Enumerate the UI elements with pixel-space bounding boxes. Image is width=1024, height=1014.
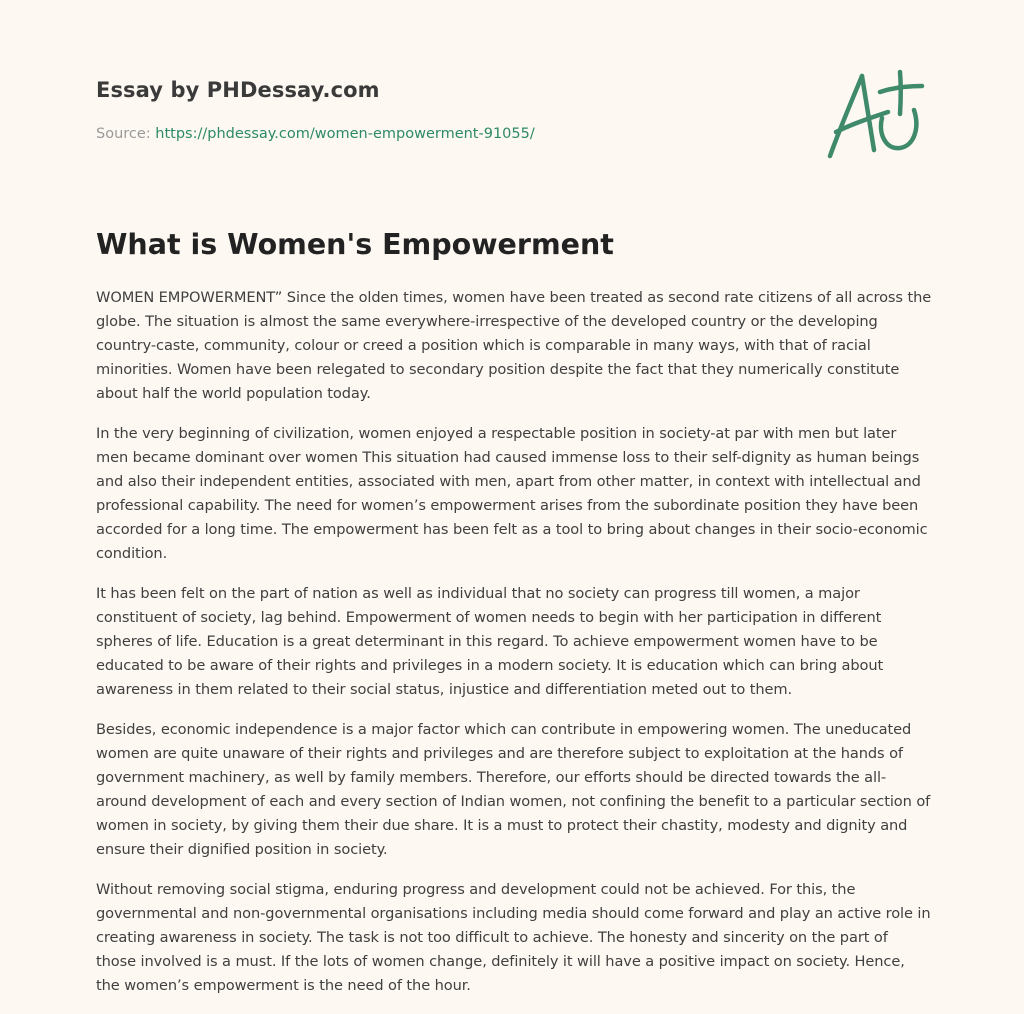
brand-title: Essay by PHDessay.com xyxy=(96,78,380,102)
source-label: Source: xyxy=(96,126,156,142)
essay-paragraph: Besides, economic independence is a major factor which can contribute in empowering women. The uneducated women are quite unaware of their rights and privileges and are therefore subject to exploitation at the hands of government machinery, as well by family members. Therefore, our efforts should be directed towards the all-around development of each and every section of Indian women, not confining the benefit to a particular section of women in society, by giving them their due share. It is a must to protect their chastity, modesty and dignity and ensure their dignified position in society. xyxy=(96,721,931,858)
essay-body xyxy=(96,286,932,1014)
document-header xyxy=(96,76,796,142)
essay-paragraph: It has been felt on the part of nation as well as individual that no society can progress till women, a major constituent of society, lag behind. Empowerment of women needs to begin with her participation in different spheres of life. Education is a great determinant in this regard. To achieve empowerment women have to be educated to be aware of their rights and privileges in a modern society. It is education which can bring about awareness in them related to their social status, injustice and differentiation meted out to them. xyxy=(96,585,884,698)
essay-title: What is Women's Empowerment xyxy=(96,228,614,261)
essay-paragraph: Without removing social stigma, enduring progress and development could not be achieved. For this, the governmental and non-governmental organisations including media should come forward and play an active role in creating awareness in society. The task is not too difficult to achieve. The honesty and sincerity on the part of those involved is a must. If the lots of women change, definitely it will have a positive impact on society. Hence, the women’s empowerment is the need of the hour. xyxy=(96,881,931,994)
source-link[interactable]: https://phdessay.com/women-empowerment-91055/ xyxy=(155,126,535,142)
source-line xyxy=(96,124,535,144)
essay-paragraph: In the very beginning of civilization, women enjoyed a respectable position in society-at par with men but later men became dominant over women This situation had caused immense loss to their self-dignity as human beings and also their independent entities, associated with men, apart from other matter, in context with intellectual and professional capability. The need for women’s empowerment arises from the subordinate position they have been accorded for a long time. The empowerment has been felt as a tool to bring about changes in their socio-economic condition. xyxy=(96,425,928,562)
a-plus-grade-icon xyxy=(822,66,930,166)
essay-paragraph: WOMEN EMPOWERMENT” Since the olden times, women have been treated as second rate citizens of all across the globe. The situation is almost the same everywhere-irrespective of the developed country or the developing country-caste, community, colour or creed a position which is comparable in many ways, with that of racial minorities. Women have been relegated to secondary position despite the fact that they numerically constitute about half the world population today. xyxy=(96,289,932,402)
